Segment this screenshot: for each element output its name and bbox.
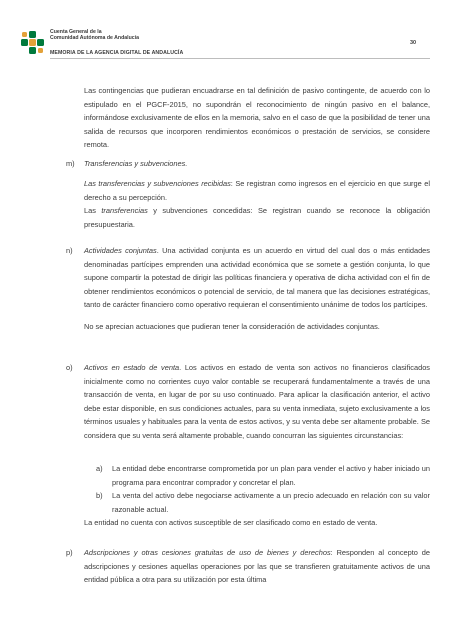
section-m-p1-italic: Las transferencias y subvenciones recibidas: [84, 179, 231, 188]
logo-block: [29, 39, 36, 46]
section-p-marker: p): [66, 548, 73, 557]
logo-block: [38, 48, 43, 53]
header-subtitle: MEMORIA DE LA AGENCIA DIGITAL DE ANDALUCÍA: [50, 50, 184, 56]
header-entity-line1: Cuenta General de la: [50, 29, 102, 35]
section-o-item-b: La venta del activo debe negociarse activamente a un precio adecuado en relación con su valor razonable actual.: [112, 491, 430, 514]
page-number: 30: [410, 40, 417, 46]
logo-block: [29, 47, 36, 54]
section-m-paragraph-1: [84, 177, 430, 204]
section-o-item-a-marker: a): [96, 464, 103, 473]
section-n-p1-text: . Una actividad conjunta es un acuerdo en virtud del cual dos o más entidades denominadas partícipes emprenden una actividad económica que se somete a gestión conjunta, lo que supone compartir la potestad de dirigir las políticas financiera y operativa de dicha actividad con el fin de obtener rendimientos económicos o potencial de servicio, de tal manera que las decisiones estratégicas, tanto de carácter financiero como operativo requieran el consentimiento unánime de todos los partícipes.: [84, 246, 430, 310]
section-p-p1-text: : Responden al concepto de adscripciones y cesiones aquellas operaciones por las que se transfieren gratuitamente activos de una entidad pública a otra para su utilización por esta última: [84, 548, 430, 585]
section-o-paragraph-2: La entidad no cuenta con activos susceptible de ser clasificado como en estado de venta.: [84, 518, 378, 527]
section-n-paragraph-2: No se aprecian actuaciones que pudieran tener la consideración de actividades conjuntas.: [84, 322, 380, 331]
section-m-p2-italic: transferencias: [101, 206, 148, 215]
section-n-heading: Actividades conjuntas: [84, 246, 157, 255]
header-entity: [50, 29, 139, 41]
section-o-p1-text: . Los activos en estado de venta son activos no financieros clasificados inicialmente como no corrientes cuyo valor contable se recuperará fundamentalmente a través de una transacción de venta, en lugar de por su uso continuado. Para aplicar la clasificación anterior, el activo debe estar disponible, en sus condiciones actuales, para su venta inmediata, sujeto exclusivamente a los términos usuales y habituales para la venta de estos activos, y su venta debe ser altamente probable. Se considera que su venta será altamente probable, cuando concurran las siguientes circunstancias:: [84, 363, 430, 440]
section-n-paragraph-1: [84, 244, 430, 312]
junta-de-andalucia-logo: [20, 30, 46, 56]
section-p-heading: Adscripciones y otras cesiones gratuitas de uso de bienes y derechos: [84, 548, 331, 557]
section-m-p2-start: Las: [84, 206, 102, 215]
logo-block: [37, 39, 44, 46]
logo-block: [29, 31, 36, 38]
section-o-item-b-marker: b): [96, 491, 103, 500]
intro-paragraph: Las contingencias que pudieran encuadrarse en tal definición de pasivo contingente, de acuerdo con lo estipulado en el PGCF-2015, no supondrán el reconocimiento de ningún pasivo en el balance, informándose exclusivamente de ellos en la memoria, salvo en el caso de que la posibilidad de tener una salida de recursos que incorporen rendimientos económicos o prestación de servicios, se considere remota.: [84, 86, 430, 150]
section-o-item-a: La entidad debe encontrarse comprometida por un plan para vender el activo y haber iniciado un programa para encontrar comprador y concretar el plan.: [112, 464, 430, 487]
header-divider: [50, 58, 430, 59]
section-o-paragraph-1: [84, 361, 430, 443]
section-m-heading: Transferencias y subvenciones.: [84, 159, 188, 168]
section-m-paragraph-2: [84, 204, 430, 231]
section-o-marker: o): [66, 363, 73, 372]
section-m-p2-text: y subvenciones concedidas: Se registran cuando se reconoce la obligación presupuestaria.: [84, 206, 430, 229]
section-m-marker: m): [66, 159, 75, 168]
section-n-marker: n): [66, 246, 73, 255]
logo-block: [22, 32, 27, 37]
section-o-heading: Activos en estado de venta: [84, 363, 180, 372]
logo-block: [21, 39, 28, 46]
section-m-p1-text: : Se registran como ingresos en el ejercicio en que surge el derecho a su percepción.: [84, 179, 430, 202]
header-entity-line2: Comunidad Autónoma de Andalucía: [50, 35, 139, 42]
section-p-paragraph-1: [84, 546, 430, 587]
